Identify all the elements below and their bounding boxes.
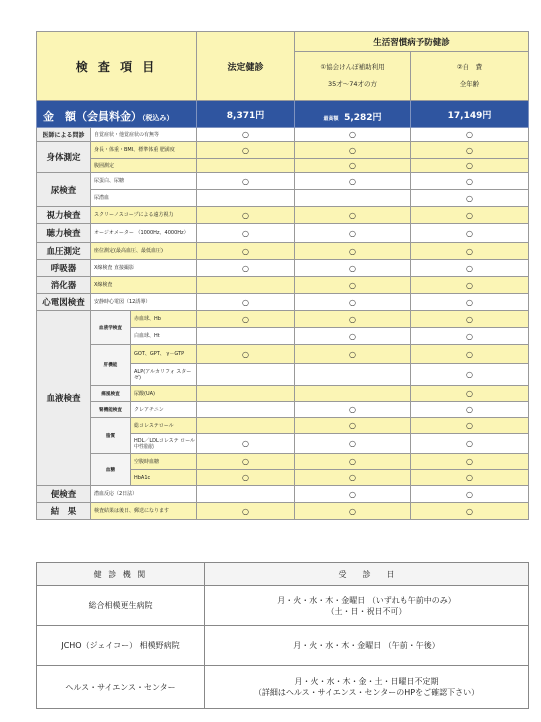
lifestyle-2-line2: 全年齢 [459, 80, 480, 88]
mark-cell: ○ [411, 486, 529, 503]
price-lifestyle-2: 17,149円 [411, 101, 529, 128]
mark-cell: ○ [411, 207, 529, 224]
mark-cell: ○ [411, 311, 529, 328]
group-doctor: 医師による問診 [37, 128, 91, 142]
mark-cell: ○ [295, 260, 411, 277]
mark-cell: ○ [295, 142, 411, 159]
lifestyle-header: 生活習慣病予防健診 [295, 32, 529, 52]
item-stool: 潜血反応（2日法） [91, 486, 197, 503]
item-urine-2: 尿潜血 [91, 190, 197, 207]
mark-cell: ○ [197, 311, 295, 328]
mark-cell: ○ [295, 402, 411, 418]
item-blood-7: 総コレステロール [131, 418, 197, 434]
schedule-institution: JCHO（ジェイコー） 相模野病院 [37, 626, 205, 666]
mark-cell: ○ [411, 277, 529, 294]
price-lifestyle-1 [295, 101, 411, 128]
mark-cell: ○ [411, 345, 529, 364]
lifestyle-1-line2: 35才～74才の方 [327, 80, 378, 88]
mark-cell: ○ [197, 260, 295, 277]
price-label-text: 金 額（会員料金） [43, 109, 142, 123]
mark-cell: ○ [295, 311, 411, 328]
mark-cell: ○ [411, 328, 529, 345]
lifestyle-2-header [411, 52, 529, 101]
mark-cell: ○ [411, 418, 529, 434]
mark-cell: ○ [295, 173, 411, 190]
subgroup-liver: 肝機能 [91, 345, 131, 386]
mark-cell: ○ [411, 142, 529, 159]
subgroup-gout: 痛風検査 [91, 386, 131, 402]
mark-cell: ○ [197, 142, 295, 159]
empty-cell [197, 486, 295, 503]
schedule-days-line1: 月・火・水・木・金曜日 （いずれも午前中のみ） [277, 595, 456, 605]
empty-cell [197, 190, 295, 207]
item-blood-10: HbA1c [131, 470, 197, 486]
mark-cell: ○ [295, 470, 411, 486]
mark-cell: ○ [411, 434, 529, 454]
group-resp: 呼吸器 [37, 260, 91, 277]
group-bp: 血圧測定 [37, 243, 91, 260]
mark-cell: ○ [411, 402, 529, 418]
mark-cell: ○ [295, 434, 411, 454]
mark-cell: ○ [197, 470, 295, 486]
schedule-days-line1: 月・火・水・木・金・土・日曜日不定期 [294, 677, 439, 686]
mark-cell: ○ [295, 503, 411, 520]
price-label [37, 101, 197, 128]
mark-cell: ○ [197, 503, 295, 520]
mark-cell: ○ [197, 345, 295, 364]
mark-cell: ○ [411, 260, 529, 277]
schedule-days [205, 586, 529, 626]
mark-cell: ○ [411, 190, 529, 207]
item-blood-3: GOT、GPT、 γ－GTP [131, 345, 197, 364]
price-max-prefix: 最高額 [323, 115, 339, 122]
mark-cell: ○ [411, 159, 529, 173]
mark-cell: ○ [197, 454, 295, 470]
empty-cell [197, 386, 295, 402]
group-blood: 血液検査 [37, 311, 91, 486]
item-blood-1: 赤血球、Hb [131, 311, 197, 328]
empty-cell [197, 402, 295, 418]
empty-cell [295, 386, 411, 402]
group-vision: 視力検査 [37, 207, 91, 224]
item-blood-4: ALP(アルカリフォ スターゼ) [131, 364, 197, 386]
mark-cell: ○ [295, 243, 411, 260]
mark-cell: ○ [295, 345, 411, 364]
schedule-days [205, 666, 529, 709]
lifestyle-1-header [295, 52, 411, 101]
schedule-days [205, 626, 529, 666]
empty-cell [197, 328, 295, 345]
mark-cell: ○ [411, 454, 529, 470]
mark-cell: ○ [411, 364, 529, 386]
mark-cell: ○ [295, 294, 411, 311]
schedule-days-line2: （土・日・祝日不可） [326, 606, 407, 616]
mark-cell: ○ [411, 243, 529, 260]
exam-item-header: 検 査 項 目 [37, 32, 197, 101]
mark-cell: ○ [411, 386, 529, 402]
mark-cell: ○ [411, 173, 529, 190]
subgroup-lipid: 脂質 [91, 418, 131, 454]
mark-cell: ○ [197, 224, 295, 243]
mark-cell: ○ [197, 128, 295, 142]
mark-cell: ○ [295, 128, 411, 142]
item-blood-8: HDL／LDLコレステ ロール 中性脂肪 [131, 434, 197, 454]
item-blood-5: 尿酸(UA) [131, 386, 197, 402]
mark-cell: ○ [295, 486, 411, 503]
empty-cell [295, 364, 411, 386]
price-statutory: 8,371円 [197, 101, 295, 128]
schedule-days-line1: 月・火・水・木・金曜日 （午前・午後） [293, 641, 440, 650]
item-resp: X線検査 直接撮影 [91, 260, 197, 277]
mark-cell: ○ [197, 294, 295, 311]
mark-cell: ○ [197, 173, 295, 190]
mark-cell: ○ [295, 207, 411, 224]
mark-cell: ○ [411, 224, 529, 243]
mark-cell: ○ [295, 454, 411, 470]
mark-cell: ○ [411, 470, 529, 486]
group-ecg: 心電図検査 [37, 294, 91, 311]
subgroup-kidney: 腎機能検査 [91, 402, 131, 418]
group-body: 身体測定 [37, 142, 91, 173]
item-urine-1: 尿蛋白、尿糖 [91, 173, 197, 190]
exam-table [36, 31, 529, 520]
price-lifestyle-1-value: 5,282円 [344, 112, 382, 123]
lifestyle-2-line1: ②自 費 [456, 63, 483, 71]
empty-cell [197, 364, 295, 386]
item-vision: スクリーノスコープによる遠方視力 [91, 207, 197, 224]
item-blood-2: 白血球、Ht [131, 328, 197, 345]
tax-note: （税込み） [142, 113, 174, 122]
empty-cell [197, 277, 295, 294]
mark-cell: ○ [295, 277, 411, 294]
group-urine: 尿検査 [37, 173, 91, 207]
group-hearing: 聴力検査 [37, 224, 91, 243]
item-result: 検査結果は後日、郵送になります [91, 503, 197, 520]
subgroup-sugar: 血糖 [91, 454, 131, 486]
item-blood-9: 空腹時血糖 [131, 454, 197, 470]
item-hearing: オージオメーター （1000Hz、4000Hz） [91, 224, 197, 243]
item-bp: 座位測定(最高血圧、最低血圧) [91, 243, 197, 260]
item-body-1: 身長・体重・BMI、標準体重 肥満度 [91, 142, 197, 159]
mark-cell: ○ [197, 207, 295, 224]
mark-cell: ○ [197, 434, 295, 454]
mark-cell: ○ [295, 224, 411, 243]
group-stool: 便検査 [37, 486, 91, 503]
mark-cell: ○ [411, 503, 529, 520]
schedule-days-line2: （詳細はヘルス・サイエンス・センターのHPをご確認下さい） [253, 688, 480, 697]
schedule-institution: ヘルス・サイエンス・センター [37, 666, 205, 709]
mark-cell: ○ [295, 159, 411, 173]
schedule-header-days: 受 診 日 [205, 563, 529, 586]
empty-cell [295, 190, 411, 207]
item-doctor: 自覚症状・他覚症状の有無等 [91, 128, 197, 142]
item-body-2: 腹囲測定 [91, 159, 197, 173]
empty-cell [197, 418, 295, 434]
item-digest: X線検査 [91, 277, 197, 294]
item-blood-6: クレアチニン [131, 402, 197, 418]
schedule-table [36, 562, 529, 709]
mark-cell: ○ [197, 243, 295, 260]
subgroup-hematology: 血液学検査 [91, 311, 131, 345]
statutory-header: 法定健診 [197, 32, 295, 101]
mark-cell: ○ [411, 128, 529, 142]
schedule-header-institution: 健 診 機 関 [37, 563, 205, 586]
group-digest: 消化器 [37, 277, 91, 294]
schedule-institution: 総合相模更生病院 [37, 586, 205, 626]
group-result: 結 果 [37, 503, 91, 520]
lifestyle-1-line1: ①協会けんぽ補助利用 [320, 63, 385, 71]
mark-cell: ○ [295, 418, 411, 434]
mark-cell: ○ [295, 328, 411, 345]
mark-cell: ○ [411, 294, 529, 311]
empty-cell [197, 159, 295, 173]
item-ecg: 安静時心電図（12誘導） [91, 294, 197, 311]
